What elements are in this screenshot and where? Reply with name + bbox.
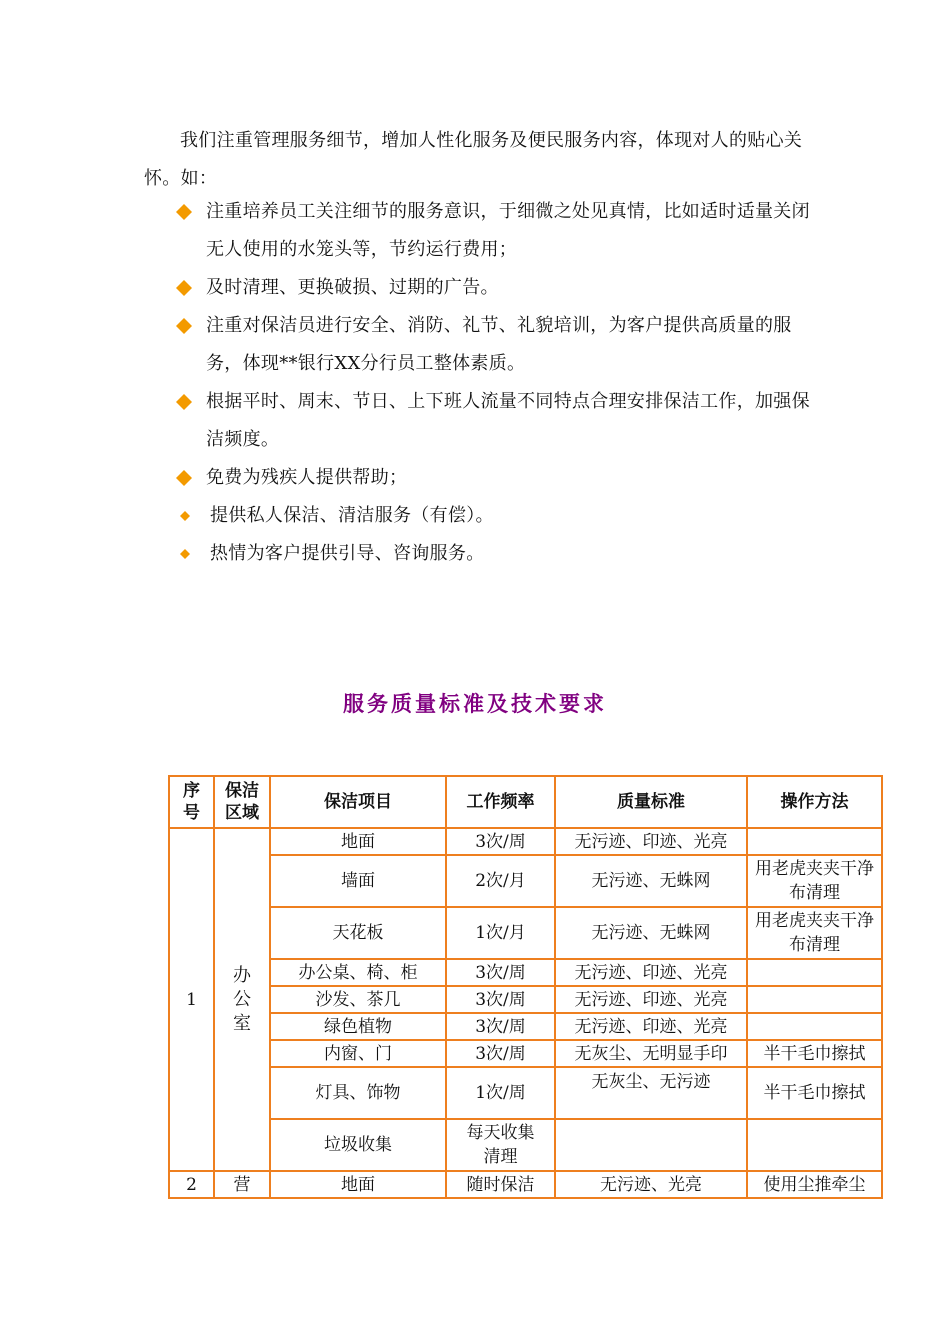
intro-paragraph [144,122,812,198]
quality-cell: 无灰尘、无污迹 [555,1067,747,1119]
table-row [169,1171,882,1198]
freq-cell: 3次/周 [446,959,555,986]
table-row [169,1067,882,1119]
item-cell: 办公桌、椅、柜 [270,959,446,986]
freq-cell: 每天收集清理 [446,1119,555,1171]
header-area: 保洁区域 [214,776,270,828]
method-cell: 用老虎夹夹干净布清理 [747,907,882,959]
quality-cell: 无污迹、印迹、光亮 [555,959,747,986]
small-diamond-bullet-icon [180,511,190,521]
method-cell [747,1119,882,1171]
feature-list [176,193,816,573]
freq-cell: 3次/周 [446,986,555,1013]
freq-cell: 1次/月 [446,907,555,959]
diamond-bullet-icon [176,204,192,220]
list-item: 热情为客户提供引导、咨询服务。 [176,535,816,573]
method-cell [747,986,882,1013]
list-item: 及时清理、更换破损、过期的广告。 [176,269,816,307]
table-row [169,828,882,855]
table-row [169,986,882,1013]
quality-cell: 无污迹、印迹、光亮 [555,828,747,855]
method-cell [747,828,882,855]
table-header-row [169,776,882,828]
table-row [169,1040,882,1067]
item-cell: 地面 [270,828,446,855]
header-item: 保洁项目 [270,776,446,828]
table-row [169,1013,882,1040]
seq-cell: 1 [169,828,214,1171]
table-row [169,855,882,907]
seq-cell: 2 [169,1171,214,1198]
freq-cell: 1次/周 [446,1067,555,1119]
item-cell: 垃圾收集 [270,1119,446,1171]
header-seq: 序号 [169,776,214,828]
quality-cell: 无污迹、印迹、光亮 [555,1013,747,1040]
area-cell: 营 [214,1171,270,1198]
freq-cell: 3次/周 [446,828,555,855]
list-item: 根据平时、周末、节日、上下班人流量不同特点合理安排保洁工作，加强保洁频度。 [176,383,816,459]
method-cell [747,959,882,986]
item-cell: 灯具、饰物 [270,1067,446,1119]
quality-cell: 无污迹、光亮 [555,1171,747,1198]
method-cell [747,1013,882,1040]
freq-cell: 2次/月 [446,855,555,907]
item-cell: 绿色植物 [270,1013,446,1040]
table-row [169,959,882,986]
intro-text: 我们注重管理服务细节，增加人性化服务及便民服务内容，体现对人的贴心关怀。如： [144,130,803,189]
quality-cell: 无灰尘、无明显手印 [555,1040,747,1067]
freq-cell: 随时保洁 [446,1171,555,1198]
diamond-bullet-icon [176,470,192,486]
header-quality: 质量标准 [555,776,747,828]
method-cell: 半干毛巾擦拭 [747,1067,882,1119]
method-cell: 使用尘推牵尘 [747,1171,882,1198]
area-cell: 办公室 [214,828,270,1171]
item-cell: 天花板 [270,907,446,959]
quality-cell [555,1119,747,1171]
list-item: 注重对保洁员进行安全、消防、礼节、礼貌培训，为客户提供高质量的服务，体现**银行XX分行员工整体素质。 [176,307,816,383]
quality-cell: 无污迹、无蛛网 [555,907,747,959]
list-item: 注重培养员工关注细节的服务意识，于细微之处见真情，比如适时适量关闭无人使用的水笼头等，节约运行费用； [176,193,816,269]
diamond-bullet-icon [176,394,192,410]
item-cell: 沙发、茶几 [270,986,446,1013]
method-cell: 用老虎夹夹干净布清理 [747,855,882,907]
quality-cell: 无污迹、无蛛网 [555,855,747,907]
method-cell: 半干毛巾擦拭 [747,1040,882,1067]
diamond-bullet-icon [176,318,192,334]
freq-cell: 3次/周 [446,1040,555,1067]
table-row [169,1119,882,1171]
list-item: 提供私人保洁、清洁服务（有偿）。 [176,497,816,535]
header-method: 操作方法 [747,776,882,828]
item-cell: 地面 [270,1171,446,1198]
quality-cell: 无污迹、印迹、光亮 [555,986,747,1013]
list-item: 免费为残疾人提供帮助； [176,459,816,497]
item-cell: 内窗、门 [270,1040,446,1067]
quality-standards-table [168,775,883,1199]
header-freq: 工作频率 [446,776,555,828]
table-row [169,907,882,959]
small-diamond-bullet-icon [180,549,190,559]
section-title: 服务质量标准及技术要求 [343,691,607,716]
freq-cell: 3次/周 [446,1013,555,1040]
diamond-bullet-icon [176,280,192,296]
item-cell: 墙面 [270,855,446,907]
